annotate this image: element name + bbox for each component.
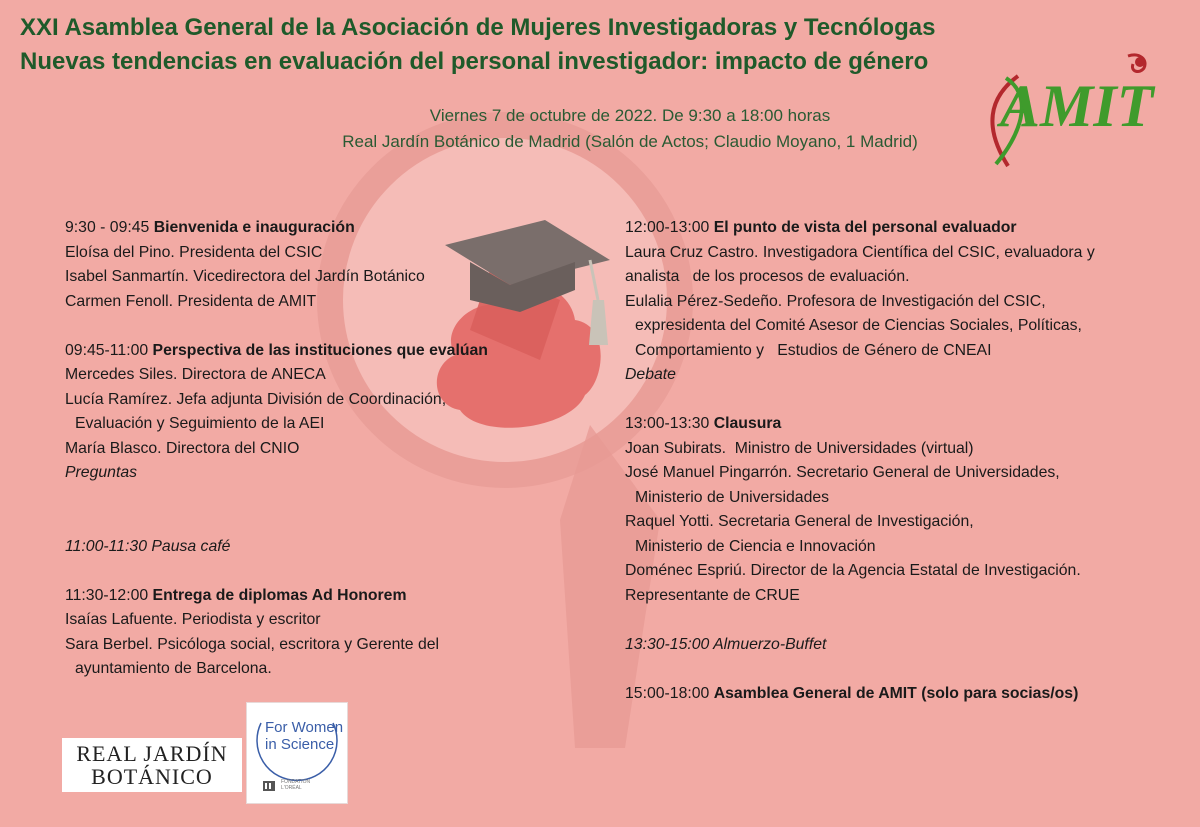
speaker-line: Isaías Lafuente. Periodista y escritor [65,611,321,628]
real-jardin-botanico-logo [62,738,242,792]
rjb-logo-line: REAL JARDÍN [76,741,228,766]
amit-logo-text: AMIT [1000,73,1154,139]
speaker-line: Eloísa del Pino. Presidenta del CSIC [65,243,323,261]
speaker-line: Comportamiento y Estudios de Género de CNEAI [635,341,992,359]
session-time: 11:30-12:00 [65,586,149,604]
speaker-line: Doménec Espriú. Director de la Agencia Estatal de Investigación. [625,562,1081,579]
event-subtitle: Nuevas tendencias en evaluación del personal investigador: impacto de género [20,48,929,75]
event-venue: Real Jardín Botánico de Madrid (Salón de Actos; Claudio Moyano, 1 Madrid) [342,132,918,151]
session-closing [625,412,1185,608]
session-time: 9:30 - 09:45 [65,219,150,236]
coffee-break: 11:00-11:30 Pausa café [65,537,231,555]
speaker-line: Sara Berbel. Psicóloga social, escritora y Gerente del [65,635,440,653]
speaker-line: Eulalia Pérez-Sedeño. Profesora de Investigación del CSIC, [625,292,1046,310]
questions-note: Preguntas [65,464,138,481]
session-time: 15:00-18:00 [625,684,710,702]
session-title: Bienvenida e inauguración [153,219,355,236]
session-title: Asamblea General de AMIT (solo para socias/os) [713,684,1079,702]
program-right-column [625,216,1185,731]
session-title: Entrega de diplomas Ad Honorem [152,586,407,604]
session-title: Perspectiva de las instituciones que evalúan [152,341,488,359]
session-title: El punto de vista del personal evaluador [713,219,1017,236]
speaker-line: Lucía Ramírez. Jefa adjunta División de Coordinación, [65,390,447,408]
speaker-line: Raquel Yotti. Secretaria General de Investigación, [625,513,974,530]
rjb-logo-line: BOTÁNICO [91,764,213,789]
fwis-foundation-line: FONDATION [281,779,311,785]
speaker-line: María Blasco. Directora del CNIO [65,439,300,457]
amit-logo-icon [978,48,1194,168]
program-left-column [65,216,600,706]
session-time: 12:00-13:00 [625,219,710,236]
speaker-line: Isabel Sanmartín. Vicedirectora del Jardín Botánico [65,268,425,285]
fwis-foundation-line: L'ORÉAL [281,785,302,791]
session-time: 13:00-13:30 [625,415,710,432]
speaker-line: Joan Subirats. Ministro de Universidades (virtual) [625,439,974,457]
session-institutions [65,339,600,486]
speaker-line: Ministerio de Ciencia e Innovación [635,537,876,555]
event-date: Viernes 7 de octubre de 2022. De 9:30 a 18:00 horas [429,106,831,125]
speaker-line: ayuntamiento de Barcelona. [75,660,272,677]
lunch-break: 13:30-15:00 Almuerzo-Buffet [625,635,827,653]
speaker-line: Ministerio de Universidades [635,488,830,506]
event-title: XXI Asamblea General de la Asociación de Mujeres Investigadoras y Tecnólogas [20,14,936,41]
speaker-line: expresidenta del Comité Asesor de Ciencias Sociales, Políticas, [635,317,1082,334]
speaker-line: Mercedes Siles. Directora de ANECA [65,366,326,383]
fwis-logo-line: in Science [265,736,335,753]
fwis-logo-line: For Women [265,719,344,736]
session-evaluators [625,216,1185,388]
for-women-in-science-logo [246,702,348,804]
session-title: Clausura [713,415,782,432]
speaker-line: Laura Cruz Castro. Investigadora Científica del CSIC, evaluadora y [625,243,1095,261]
session-welcome [65,216,600,314]
session-lunch [625,633,1185,658]
speaker-line: analista de los procesos de evaluación. [625,268,910,285]
session-diplomas [65,584,600,682]
session-assembly [625,682,1185,707]
debate-note: Debate [625,366,676,383]
speaker-line: Representante de CRUE [625,586,800,604]
session-coffee-break [65,535,600,560]
speaker-line: Evaluación y Seguimiento de la AEI [75,415,325,432]
session-time: 09:45-11:00 [65,341,149,359]
speaker-line: Carmen Fenoll. Presidenta de AMIT [65,292,317,310]
speaker-line: José Manuel Pingarrón. Secretario General de Universidades, [625,464,1060,481]
